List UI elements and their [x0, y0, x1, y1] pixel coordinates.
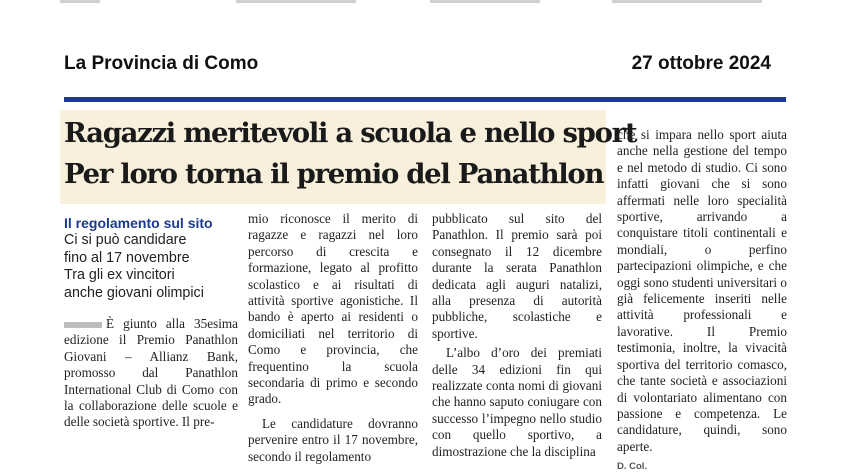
article-paragraph: L’albo d’oro dei premiati delle 34 edizioni fin qui realizzate conta nomi di giovani che hanno saputo coniugare con successo l’impegno nello studio con quello sportivo, a dimostrazione che la disciplina	[432, 345, 602, 459]
subheadline-line: Ci si può candidare	[64, 232, 187, 248]
article-paragraph: pubblicato sul sito del Panathlon. Il premio sarà poi consegnato il 12 dicembre durante la serata Panathlon dedicata agli auguri natalizi, alla presenza di autorità pubbliche, scolastiche e sportive.	[432, 211, 602, 341]
author-signature: D. Col.	[617, 461, 648, 473]
article-column-2	[248, 211, 418, 465]
header-rule	[64, 97, 786, 102]
cropped-text-remnant	[0, 0, 868, 6]
subheadline-line: anche giovani olimpici	[64, 284, 204, 301]
publication-date: 27 ottobre 2024	[631, 53, 771, 74]
article-paragraph: che si impara nello sport aiuta anche nella gestione del tempo e nel metodo di studio. Ci sono infatti giovani che si sono affermati nelle loro specialità sportive, arrivando a conquistare titoli continentali e mondiali, o perfino partecipazioni olimpiche, e che oggi sono studenti universitari o già felicemente inseriti nelle attività professionali e lavorative. Il Premio testimonia, inoltre, la vivacità sportiva del territorio comasco, che tante società e associazioni di volontariato alimentano con passione e competenza. Le candidature, quindi, sono aperte.	[617, 127, 787, 454]
article-paragraph: Le candidature dovranno pervenire entro il 17 novembre, secondo il regolamento	[248, 415, 418, 464]
paragraph-marker	[64, 322, 102, 328]
newspaper-name: La Provincia di Como	[64, 53, 259, 74]
subheadline-title: Il regolamento sul sito	[64, 215, 213, 231]
subheadline	[64, 215, 239, 302]
article-column-4	[617, 127, 787, 476]
headline-line-1: Ragazzi meritevoli a scuola e nello sport	[64, 117, 637, 149]
article-paragraph: mio riconosce il merito di ragazze e ragazzi nel loro percorso di crescita e formazione, legato al profitto scolastico e ai risultati di attività sportive agonistiche. Il bando è aperto ai residenti o domiciliati nel territorio di Como e provincia, che frequentino la scuola secondaria di primo e secondo grado.	[248, 211, 418, 407]
article-column-3	[432, 211, 602, 460]
article-text: È giunto alla 35esima edizione il Premio Panathlon Giovani – Allianz Bank, promosso dal Panathlon International Club di Como con la collaborazione delle scuole e delle società sportive. Il pre-	[64, 316, 238, 430]
headline	[64, 113, 637, 195]
subheadline-line: Tra gli ex vincitori	[64, 267, 175, 283]
subheadline-line: fino al 17 novembre	[64, 249, 190, 266]
headline-line-2: Per loro torna il premio del Panathlon	[64, 158, 604, 190]
article-column-1	[64, 316, 238, 431]
